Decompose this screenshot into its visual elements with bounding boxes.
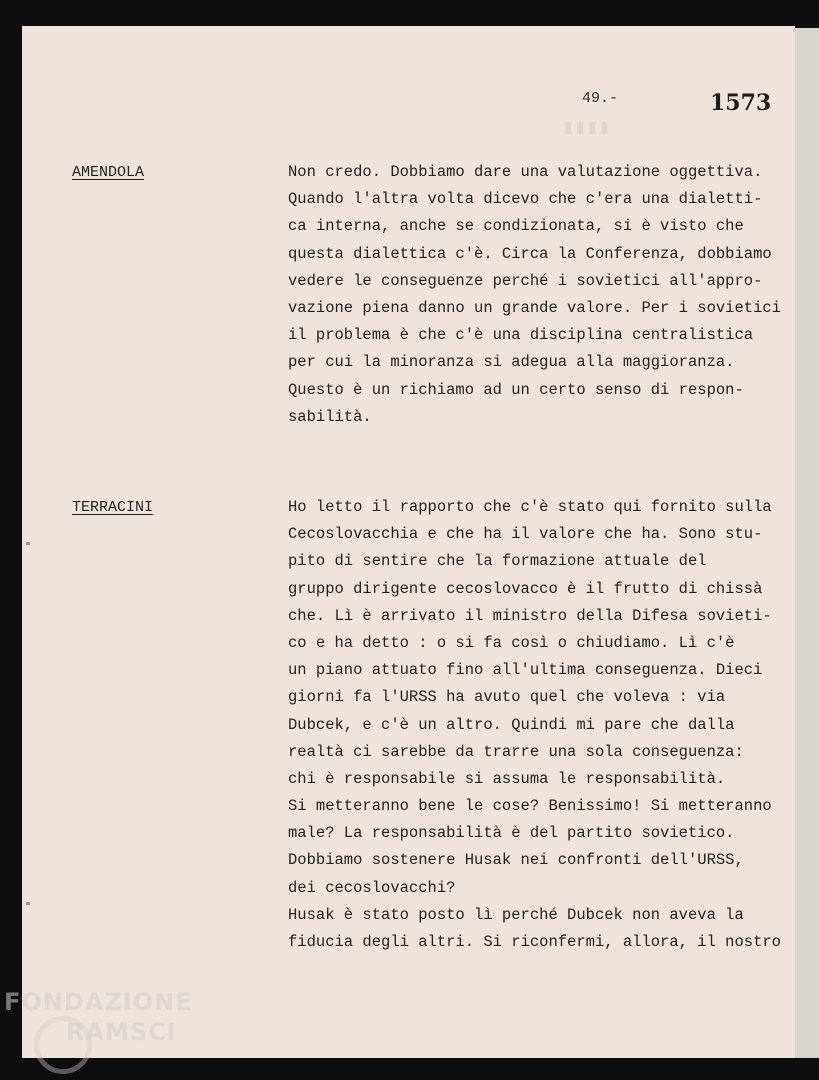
archive-watermark xyxy=(4,990,193,1044)
speech-line: Non credo. Dobbiamo dare una valutazione oggettiva. xyxy=(288,163,763,181)
scan-background-edge xyxy=(795,28,819,1058)
speech-line: il problema è che c'è una disciplina centralistica xyxy=(288,326,754,345)
speech-line: gruppo dirigente cecoslovacco è il frutto di chissà xyxy=(288,579,763,598)
page-number-large: 1573 xyxy=(710,90,772,116)
punch-mark xyxy=(26,902,30,905)
speech-line: giorni fa l'URSS ha avuto quel che voleva : via xyxy=(288,688,726,707)
speech-line: realtà ci sarebbe da trarre una sola conseguenza: xyxy=(288,742,744,761)
speech-line: ca interna, anche se condizionata, si è visto che xyxy=(288,217,744,236)
speech-line: Cecoslovacchia e che ha il valore che ha. Sono stu- xyxy=(288,525,763,544)
speech-line: vazione piena danno un grande valore. Per i sovietici xyxy=(288,298,781,317)
speech-line: pito di sentire che la formazione attuale del xyxy=(288,552,707,571)
speech-amendola xyxy=(288,159,795,431)
speech-line: Ho letto il rapporto che c'è stato qui fornito sulla xyxy=(288,498,772,516)
speech-line: vedere le conseguenze perché i sovietici all'appro- xyxy=(288,271,763,290)
speech-line: Husak è stato posto lì perché Dubcek non aveva la xyxy=(288,905,744,924)
speech-line: Dobbiamo sostenere Husak nei confronti dell'URSS, xyxy=(288,851,744,870)
typewritten-page xyxy=(22,26,795,1058)
speech-line: co e ha detto : o si fa così o chiudiamo. Lì c'è xyxy=(288,633,735,652)
watermark-line-1: FONDAZIONE xyxy=(4,988,193,1016)
punch-mark xyxy=(26,542,30,545)
speech-line: per cui la minoranza si adegua alla maggioranza. xyxy=(288,353,735,372)
speech-line: Si metteranno bene le cose? Benissimo! Si metteranno xyxy=(288,797,772,816)
bleed-through-mark: ▮▮▮▮ xyxy=(562,117,611,140)
speech-line: dei cecoslovacchi? xyxy=(288,878,456,897)
speaker-label-amendola: AMENDOLA xyxy=(72,164,145,181)
speech-line: sabilità. xyxy=(288,407,372,426)
speech-terracini xyxy=(288,494,795,956)
speech-line: Quando l'altra volta dicevo che c'era una dialetti- xyxy=(288,190,763,209)
speech-line: Dubcek, e c'è un altro. Quindi mi pare che dalla xyxy=(288,715,735,734)
speech-line: questa dialettica c'è. Circa la Conferenza, dobbiamo xyxy=(288,244,772,263)
speech-line: che. Lì è arrivato il ministro della Difesa sovieti- xyxy=(288,606,772,625)
speech-line: Questo è un richiamo ad un certo senso di respon- xyxy=(288,380,744,399)
speaker-label-terracini: TERRACINI xyxy=(72,499,154,516)
speech-line: male? La responsabilità è del partito sovietico. xyxy=(288,824,735,843)
speech-line: chi è responsabile si assuma le responsabilità. xyxy=(288,769,726,788)
page-number-small: 49.- xyxy=(582,90,619,107)
speech-line: fiducia degli altri. Si riconfermi, allora, il nostro xyxy=(288,933,781,951)
watermark-line-2: RAMSCI xyxy=(66,1018,177,1046)
speech-line: un piano attuato fino all'ultima conseguenza. Dieci xyxy=(288,661,763,680)
